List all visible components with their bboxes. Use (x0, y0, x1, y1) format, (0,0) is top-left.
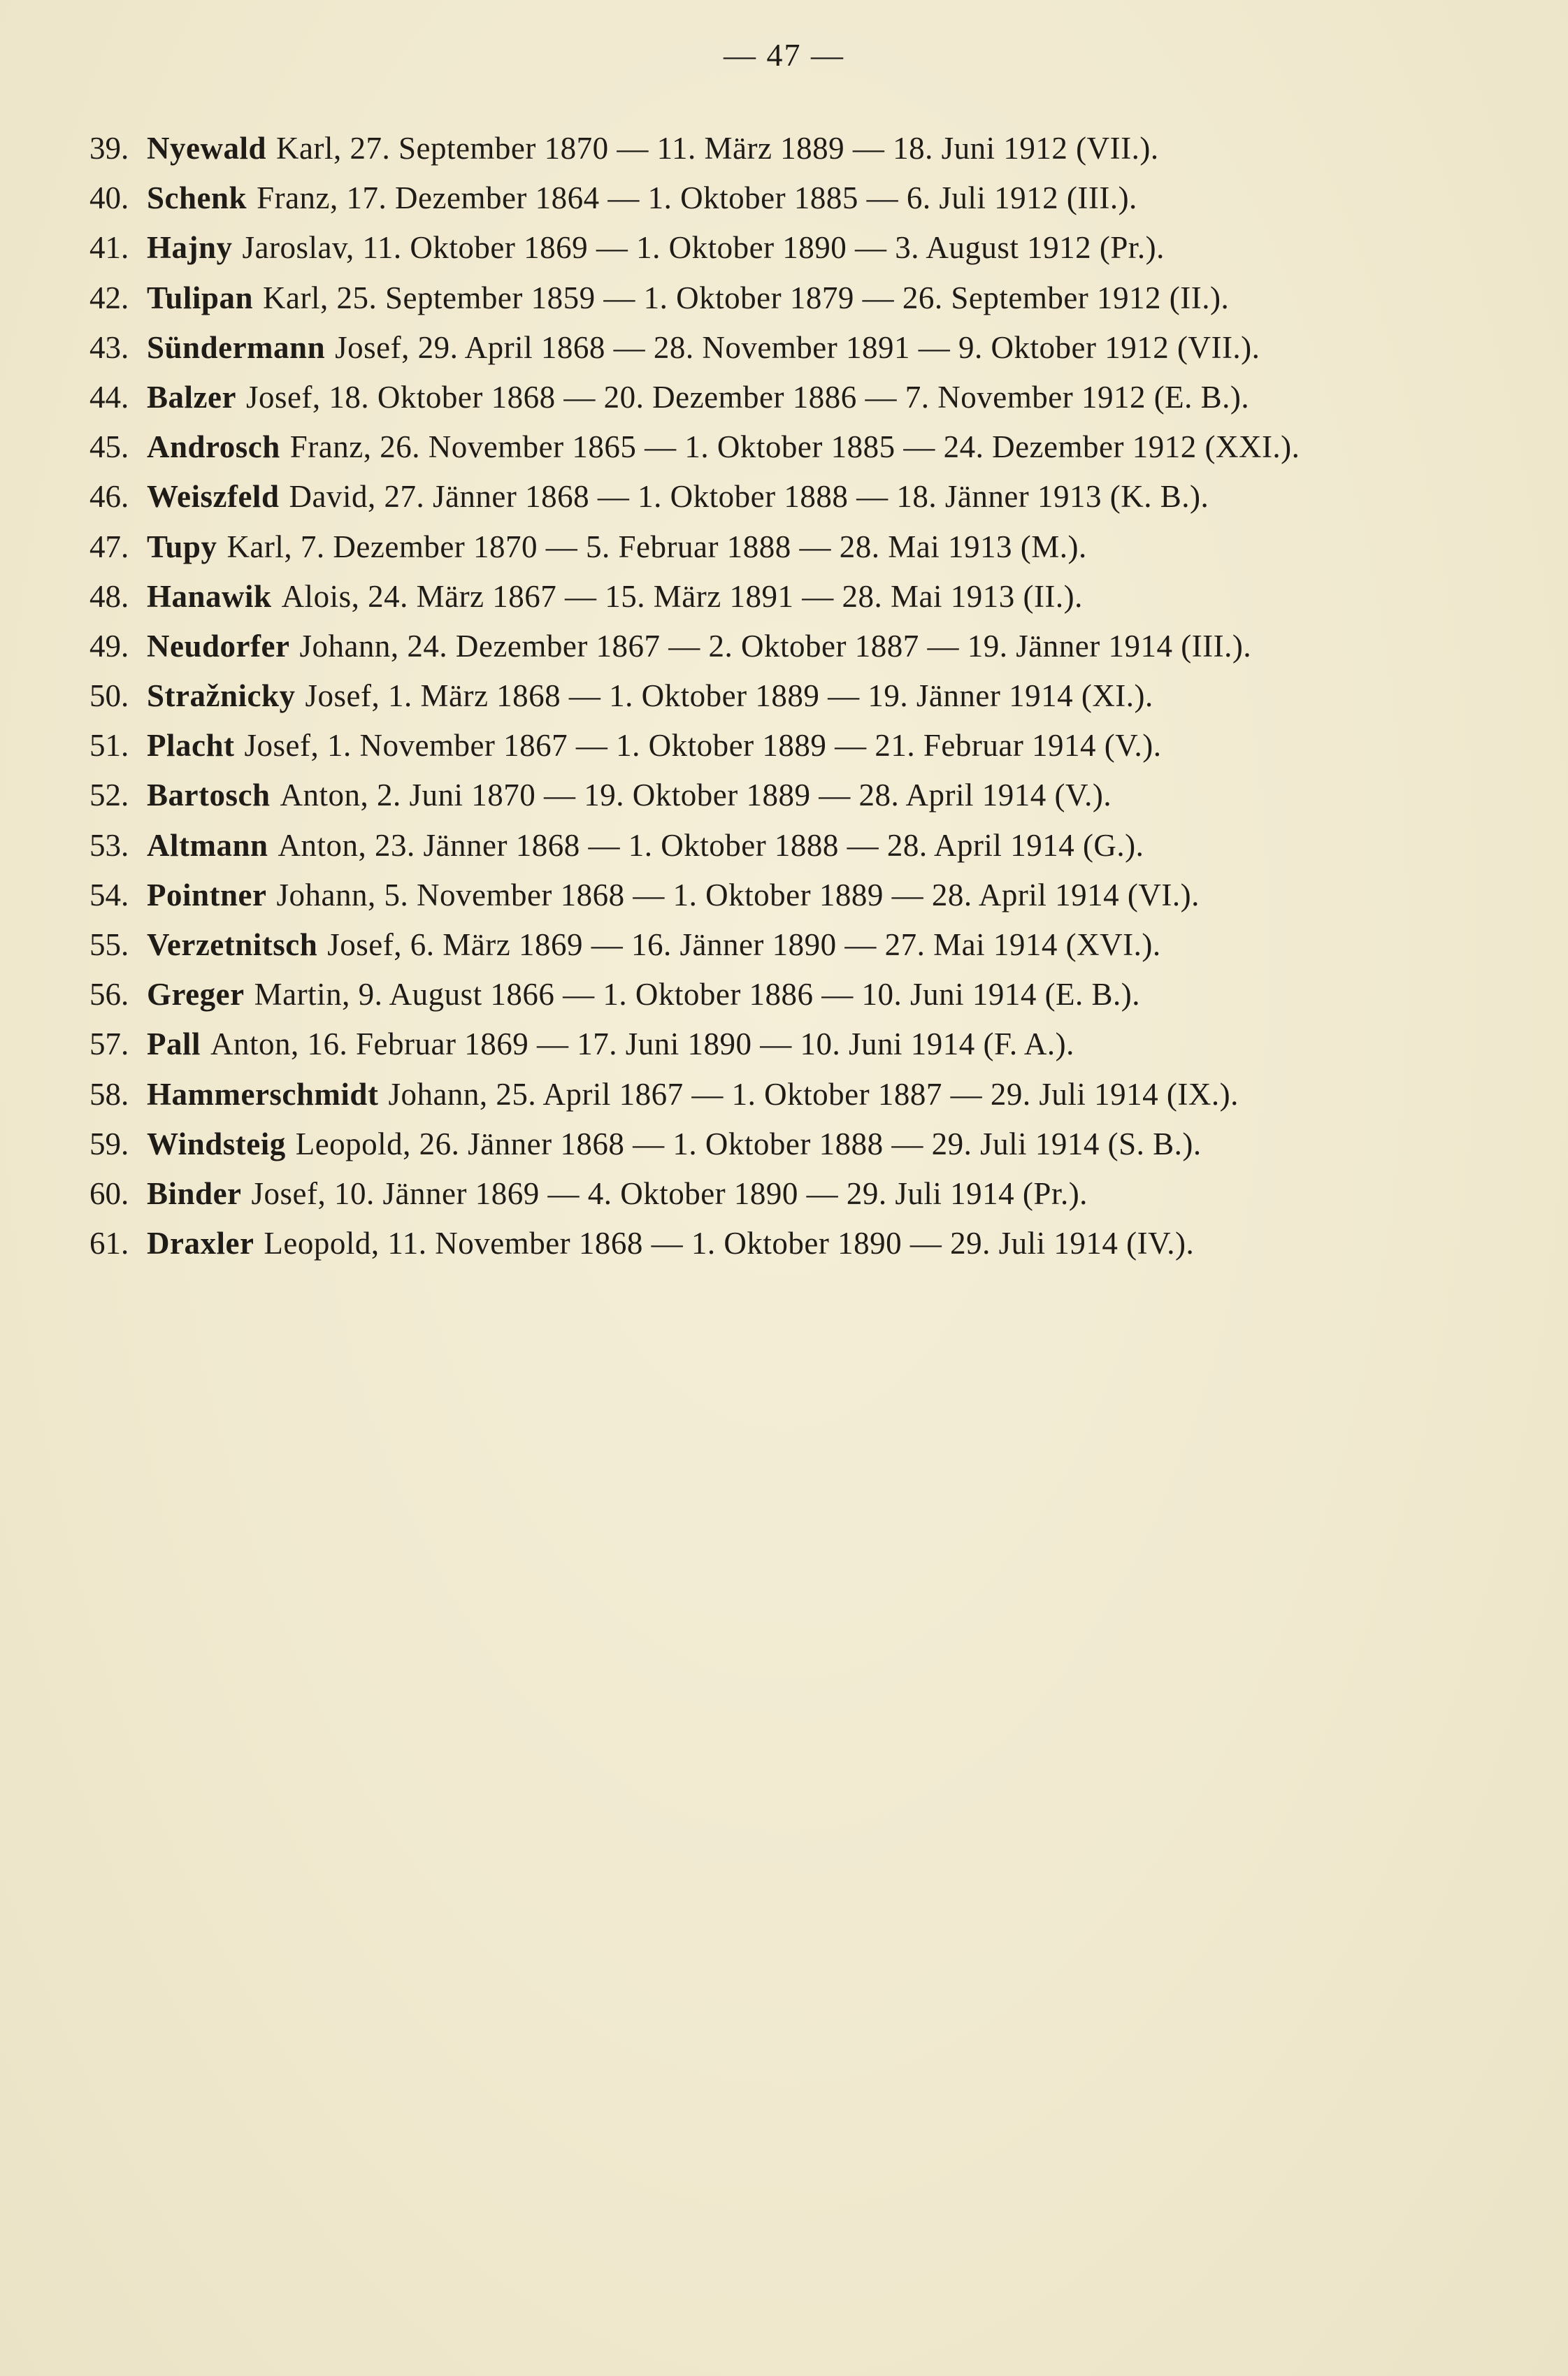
entry-number: 45. (89, 429, 129, 465)
list-item (89, 827, 1502, 877)
list-item (89, 229, 1502, 279)
entry-details: Jaroslav, 11. Oktober 1869 — 1. Oktober 1890 — 3. August 1912 (Pr.). (242, 230, 1165, 266)
entry-surname: Nyewald (147, 131, 266, 166)
entry-details: Anton, 2. Juni 1870 — 19. Oktober 1889 — 28. April 1914 (V.). (280, 778, 1112, 813)
entry-details: Johann, 5. November 1868 — 1. Oktober 1889 — 28. April 1914 (VI.). (276, 877, 1200, 913)
entry-number: 58. (89, 1076, 129, 1112)
entry-number: 50. (89, 678, 129, 714)
page-number: — 47 — (724, 37, 844, 73)
entry-details: Anton, 16. Februar 1869 — 17. Juni 1890 — 10. Juni 1914 (F. A.). (210, 1026, 1074, 1062)
list-item (89, 529, 1502, 578)
entry-details: Josef, 10. Jänner 1869 — 4. Oktober 1890 — 29. Juli 1914 (Pr.). (251, 1175, 1088, 1211)
entry-number: 52. (89, 778, 129, 813)
list-item (89, 1175, 1502, 1225)
list-item (89, 429, 1502, 478)
list-item (89, 1026, 1502, 1075)
list-item (89, 926, 1502, 976)
entry-surname: Weiszfeld (147, 479, 280, 515)
entry-surname: Placht (147, 728, 235, 764)
entry-surname: Tupy (147, 529, 217, 564)
entry-surname: Stražnicky (147, 678, 296, 714)
entry-number: 59. (89, 1126, 129, 1161)
list-item (89, 478, 1502, 528)
list-item (89, 578, 1502, 628)
entry-number: 40. (89, 180, 129, 216)
list-item (89, 678, 1502, 727)
list-item (89, 777, 1502, 826)
entry-number: 39. (89, 131, 129, 166)
entry-surname: Pall (147, 1026, 201, 1062)
entry-number: 43. (89, 329, 129, 365)
list-item (89, 280, 1502, 329)
entry-details: Karl, 27. September 1870 — 11. März 1889 — 18. Juni 1912 (VII.). (276, 131, 1159, 166)
entry-number: 57. (89, 1026, 129, 1062)
list-item (89, 877, 1502, 926)
entry-number: 49. (89, 628, 129, 664)
entry-surname: Windsteig (147, 1126, 286, 1161)
entry-details: Johann, 24. Dezember 1867 — 2. Oktober 1887 — 19. Jänner 1914 (III.). (299, 628, 1252, 664)
entry-number: 54. (89, 877, 129, 913)
entry-number: 60. (89, 1175, 129, 1211)
entry-details: David, 27. Jänner 1868 — 1. Oktober 1888 — 18. Jänner 1913 (K. B.). (289, 479, 1209, 515)
entry-details: Josef, 1. November 1867 — 1. Oktober 1889 — 21. Februar 1914 (V.). (244, 728, 1162, 764)
list-item (89, 1126, 1502, 1175)
entry-number: 42. (89, 280, 129, 315)
entry-surname: Altmann (147, 827, 268, 863)
entry-surname: Balzer (147, 379, 236, 415)
entry-details: Franz, 17. Dezember 1864 — 1. Oktober 1885 — 6. Juli 1912 (III.). (257, 180, 1137, 216)
entry-number: 51. (89, 728, 129, 764)
entry-surname: Binder (147, 1175, 242, 1211)
list-item (89, 976, 1502, 1026)
list-item (89, 329, 1502, 379)
entry-details: Leopold, 26. Jänner 1868 — 1. Oktober 1888 — 29. Juli 1914 (S. B.). (295, 1126, 1202, 1161)
entry-number: 48. (89, 578, 129, 614)
entry-details: Karl, 7. Dezember 1870 — 5. Februar 1888 — 28. Mai 1913 (M.). (226, 529, 1087, 564)
entry-surname: Greger (147, 977, 245, 1012)
entry-details: Josef, 29. April 1868 — 28. November 1891 — 9. Oktober 1912 (VII.). (335, 329, 1260, 365)
entry-number: 41. (89, 230, 129, 266)
entry-number: 53. (89, 827, 129, 863)
entry-surname: Hammerschmidt (147, 1076, 379, 1112)
entry-details: Karl, 25. September 1859 — 1. Oktober 1879 — 26. September 1912 (II.). (262, 280, 1230, 315)
list-item (89, 379, 1502, 429)
list-item (89, 727, 1502, 777)
entry-number: 47. (89, 529, 129, 564)
entry-details: Martin, 9. August 1866 — 1. Oktober 1886 — 10. Juni 1914 (E. B.). (254, 977, 1141, 1012)
entry-surname: Pointner (147, 877, 267, 913)
entry-surname: Hajny (147, 230, 233, 266)
entry-details: Josef, 1. März 1868 — 1. Oktober 1889 — 19. Jänner 1914 (XI.). (305, 678, 1153, 714)
entry-list (89, 130, 1502, 1275)
entry-surname: Hanawik (147, 578, 272, 614)
list-item (89, 628, 1502, 678)
entry-surname: Bartosch (147, 778, 271, 813)
list-item (89, 180, 1502, 229)
entry-number: 44. (89, 379, 129, 415)
entry-surname: Sündermann (147, 329, 326, 365)
entry-number: 46. (89, 479, 129, 515)
entry-details: Franz, 26. November 1865 — 1. Oktober 1885 — 24. Dezember 1912 (XXI.). (289, 429, 1300, 465)
entry-details: Josef, 6. März 1869 — 16. Jänner 1890 — 27. Mai 1914 (XVI.). (327, 927, 1161, 962)
entry-surname: Verzetnitsch (147, 927, 318, 962)
list-item (89, 130, 1502, 180)
entry-details: Alois, 24. März 1867 — 15. März 1891 — 28. Mai 1913 (II.). (281, 578, 1083, 614)
entry-number: 61. (89, 1226, 129, 1261)
entry-number: 55. (89, 927, 129, 962)
entry-details: Anton, 23. Jänner 1868 — 1. Oktober 1888 — 28. April 1914 (G.). (278, 827, 1144, 863)
list-item (89, 1076, 1502, 1126)
list-item (89, 1225, 1502, 1275)
entry-surname: Neudorfer (147, 628, 290, 664)
entry-number: 56. (89, 977, 129, 1012)
entry-surname: Tulipan (147, 280, 253, 315)
entry-details: Leopold, 11. November 1868 — 1. Oktober 1890 — 29. Juli 1914 (IV.). (264, 1226, 1195, 1261)
entry-surname: Draxler (147, 1226, 254, 1261)
entry-details: Josef, 18. Oktober 1868 — 20. Dezember 1886 — 7. November 1912 (E. B.). (245, 379, 1250, 415)
entry-surname: Schenk (147, 180, 247, 216)
entry-surname: Androsch (147, 429, 280, 465)
entry-details: Johann, 25. April 1867 — 1. Oktober 1887 — 29. Juli 1914 (IX.). (388, 1076, 1239, 1112)
